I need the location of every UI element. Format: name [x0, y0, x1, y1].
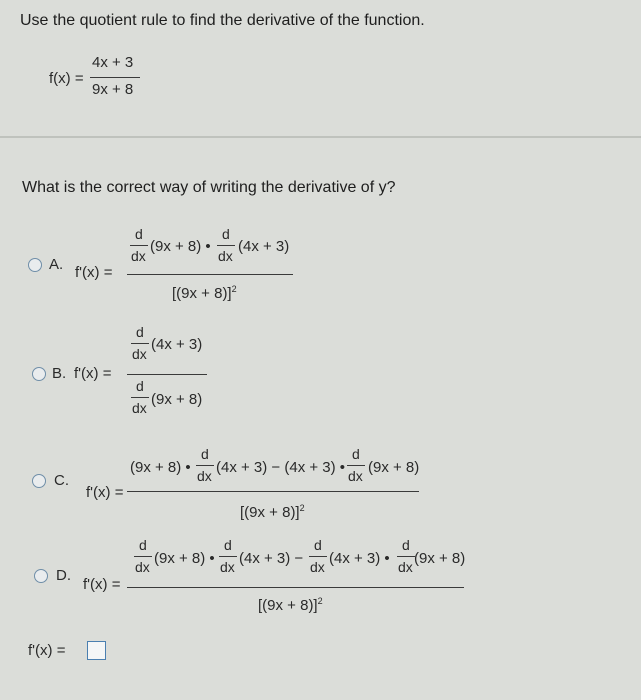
- option-d-num-part3: (4x + 3) •: [329, 550, 390, 567]
- option-c-num-part1: (9x + 8) •: [130, 459, 191, 476]
- option-b-num-d: d: [136, 324, 144, 340]
- option-c-num-part2: (4x + 3) − (4x + 3) •: [216, 459, 346, 476]
- option-d-ddx-bar-4: [397, 556, 415, 557]
- option-a-lhs: f'(x) =: [75, 264, 113, 281]
- option-a-label: A.: [49, 256, 64, 273]
- option-b-fraction-bar: [127, 374, 207, 375]
- option-a-exponent: 2: [231, 284, 237, 294]
- option-d-exponent: 2: [317, 596, 323, 606]
- option-d-label: D.: [56, 567, 71, 584]
- option-d-fraction-bar: [127, 587, 464, 588]
- question-text: What is the correct way of writing the derivative of y?: [22, 179, 396, 196]
- function-numerator: 4x + 3: [92, 54, 134, 71]
- function-fraction-bar: [90, 77, 140, 78]
- option-a-num-part2: (4x + 3): [238, 238, 290, 255]
- option-c-dx2: dx: [348, 468, 363, 484]
- option-d-ddx-bar-3: [309, 556, 327, 557]
- option-b-radio[interactable]: [32, 367, 46, 381]
- option-d-dx3: dx: [310, 559, 325, 575]
- option-d-num-part1: (9x + 8) •: [154, 550, 215, 567]
- function-denominator: 9x + 8: [92, 81, 134, 98]
- option-b-num-ddx-bar: [131, 343, 149, 344]
- option-a-fraction-bar: [127, 274, 293, 275]
- option-c-num-part3: (9x + 8): [368, 459, 420, 476]
- option-c-fraction-bar: [127, 491, 419, 492]
- option-b-den-d: d: [136, 378, 144, 394]
- option-b-den-dx: dx: [132, 400, 147, 416]
- option-d-dx4: dx: [398, 559, 413, 575]
- option-d-d3: d: [314, 537, 322, 553]
- option-c-exponent: 2: [299, 503, 305, 513]
- instruction-text: Use the quotient rule to find the derivative of the function.: [20, 12, 425, 29]
- option-d-dx2: dx: [220, 559, 235, 575]
- option-a-denominator-base: [(9x + 8)]: [172, 285, 232, 302]
- option-c-denominator: [240, 503, 305, 521]
- option-c-dx1: dx: [197, 468, 212, 484]
- option-a-radio[interactable]: [28, 258, 42, 272]
- option-a-d2: d: [222, 226, 230, 242]
- option-b-num-dx: dx: [132, 346, 147, 362]
- option-c-ddx-bar-1: [196, 465, 214, 466]
- option-b-label: B.: [52, 365, 67, 382]
- option-d-d2: d: [224, 537, 232, 553]
- option-a-d1: d: [135, 226, 143, 242]
- option-a-num-part1: (9x + 8) •: [150, 238, 211, 255]
- option-d-ddx-bar-2: [219, 556, 237, 557]
- option-c-label: C.: [54, 472, 69, 489]
- option-d-d4: d: [402, 537, 410, 553]
- option-a-denominator: [172, 284, 237, 302]
- option-d-denominator-base: [(9x + 8)]: [258, 597, 318, 614]
- option-b-den-ddx-bar: [131, 397, 149, 398]
- function-lhs: f(x) =: [49, 70, 84, 87]
- option-c-radio[interactable]: [32, 474, 46, 488]
- option-d-num-part2: (4x + 3) −: [239, 550, 304, 567]
- section-divider: [0, 136, 641, 138]
- option-a-ddx-bar-1: [130, 245, 148, 246]
- option-d-num-part4: (9x + 8): [414, 550, 466, 567]
- option-b-numerator: (4x + 3): [151, 336, 203, 353]
- option-d-d1: d: [139, 537, 147, 553]
- option-c-denominator-base: [(9x + 8)]: [240, 504, 300, 521]
- answer-input-box[interactable]: [87, 641, 106, 660]
- answer-lhs: f'(x) =: [28, 642, 66, 659]
- option-b-lhs: f'(x) =: [74, 365, 112, 382]
- option-d-radio[interactable]: [34, 569, 48, 583]
- option-d-ddx-bar-1: [134, 556, 152, 557]
- option-d-denominator: [258, 596, 323, 614]
- option-c-lhs: f'(x) =: [86, 484, 124, 501]
- option-c-d1: d: [201, 446, 209, 462]
- option-c-ddx-bar-2: [347, 465, 365, 466]
- option-a-ddx-bar-2: [217, 245, 235, 246]
- option-a-dx1: dx: [131, 248, 146, 264]
- option-d-dx1: dx: [135, 559, 150, 575]
- option-c-d2: d: [352, 446, 360, 462]
- option-b-denominator: (9x + 8): [151, 391, 203, 408]
- option-a-dx2: dx: [218, 248, 233, 264]
- option-d-lhs: f'(x) =: [83, 576, 121, 593]
